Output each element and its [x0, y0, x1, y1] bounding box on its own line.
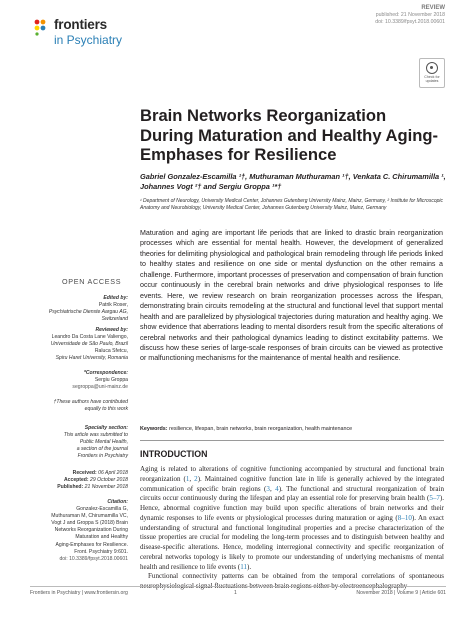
correspondence	[18, 370, 128, 391]
keywords-label: Keywords:	[140, 426, 168, 432]
author-list: Gabriel Gonzalez-Escamilla ¹†, Muthuraman Muthuraman ¹†, Venkata C. Chirumamilla ¹, Johannes Vogt ²† and Sergiu Groppa ¹*†	[140, 172, 446, 192]
text-run: ,	[269, 484, 276, 493]
article-type: REVIEW	[421, 5, 445, 11]
correspondence-email-link[interactable]: segroppa@uni-mainz.de	[72, 384, 128, 391]
footer-divider	[30, 586, 446, 587]
citation-link[interactable]: 1	[185, 474, 190, 483]
article-title: Brain Networks Reorganization During Maturation and Healthy Aging-Emphases for Resilience	[140, 106, 439, 164]
accepted-label: Accepted:	[63, 477, 89, 484]
publisher-name: frontiers	[54, 17, 107, 32]
text-run: health and resilience to life events (	[140, 562, 241, 571]
published-date-side: 21 November 2018	[84, 484, 128, 491]
correspondence-label: *Correspondence:	[83, 370, 128, 376]
equal-note-line: †These authors have contributed	[53, 399, 128, 405]
specialty-section	[18, 425, 128, 460]
citation-line: Gonzalez-Escamilla G,	[76, 506, 128, 513]
citation-link[interactable]: 4	[275, 484, 279, 493]
text-run: ). Hence, abnormal cognitive function may build upon	[140, 494, 444, 512]
equal-contribution-note	[18, 399, 128, 413]
text-run: ). An exact understanding of structural and functional	[140, 513, 444, 532]
reviewer-affiliation: Universidade de São Paulo, Brazil	[50, 341, 128, 348]
text-run: the integrated communication of specific brain regions (	[140, 474, 444, 493]
citation-link[interactable]: 2	[194, 474, 198, 483]
citation-line: Muthuraman M, Chirumamilla VC,	[51, 513, 128, 520]
keywords	[140, 426, 445, 433]
reviewer-affiliation: Spiru Haret University, Romania	[55, 355, 128, 362]
reviewed-by	[18, 327, 128, 362]
citation-label: Citation:	[107, 499, 128, 505]
citation-line: Front. Psychiatry 9:601.	[74, 548, 128, 555]
intro-paragraph-1	[140, 465, 444, 592]
article-dates	[18, 470, 128, 491]
text-run: modeling the long-term processes and to distinguish between healthy and disease-specific	[140, 533, 445, 551]
page-number: 1	[234, 590, 237, 596]
text-run: alterations. Hence, modeling interregional connectivity and specific reorganization of cerebral	[140, 543, 444, 561]
text-run: longitudinal properties and a precise characterization of the tissue properties are crucial for	[140, 523, 444, 542]
abstract: Maturation and aging are important life periods that are linked to drastic brain reorganization processes which are essential for mental health. However, the development of generalized theories for delimiting physiological and pathological brain remodeling through life periods linked to healthy states and resilience on one side or mental dysfunction on the other remains a challenge. Furthermore, important processes of preservation and compensation of brain function occur continuously in the cerebral brain networks and drive physiological responses to life events. Here, we review research on brain reorganization processes across the lifespan, demonstrating brain circuits remodeling at the structural and functional level that support mental health and are parallelized by physiological trajectories during maturation and healthy aging. We show evidence that aberrations leading to mental disorders result from the specific alterations of cerebral networks and their pathological dynamics leading to distinct excitability patterns. We discuss how these series of large-scale responses of brain circuits can be viewed as protective or malfunctioning mechanisms for the maintenance of mental health and resilience.	[140, 229, 443, 363]
specialty-line: a section of the journal	[76, 446, 128, 453]
citation-link[interactable]: 11	[240, 562, 247, 571]
specialty-line: Frontiers in Psychiatry	[77, 453, 128, 460]
text-run: ).	[246, 562, 252, 571]
doi-link[interactable]: doi: 10.3389/fpsyt.2018.00601	[375, 19, 445, 26]
footer-journal-link[interactable]: Frontiers in Psychiatry | www.frontiersin.org	[30, 590, 128, 596]
text-run: specific alterations of brain networks and their dynamic responses to life events or physiological	[140, 504, 444, 522]
frontiers-logo-icon	[32, 18, 50, 36]
check-updates-label: Check for updates	[424, 75, 440, 83]
frontiers-logo[interactable]	[32, 16, 152, 52]
reviewer-name: Raluca Sfetcu,	[94, 348, 128, 355]
citation-link[interactable]: 5–7	[429, 494, 440, 503]
editor-affiliation: Psychiatrische Dienste Aargau AG,	[48, 309, 128, 316]
editor-country: Switzerland	[101, 316, 128, 323]
specialty-label: Specialty section:	[84, 425, 128, 431]
text-run: processes during maturation or aging (	[285, 513, 398, 522]
citation-line: Maturation and Healthy	[75, 534, 128, 541]
article-meta	[375, 5, 445, 27]
citation-doi-link[interactable]: doi: 10.3389/fpsyt.2018.00601	[59, 555, 128, 562]
footer-issue: November 2018 | Volume 9 | Article 601	[356, 590, 446, 596]
text-run: ). The functional and structural	[278, 484, 373, 493]
text-run: Aging is related to alterations of cognitive functioning accompanied by structural and functional	[140, 465, 427, 473]
divider	[140, 440, 444, 441]
text-run: ,	[189, 474, 195, 483]
section-heading: INTRODUCTION	[140, 449, 208, 459]
update-icon	[426, 62, 438, 74]
affiliations: ¹ Department of Neurology, University Medical Center, Johannes Gutenberg University Mainz, Mainz, Germany, ² Institute for Microscopic Anatomy and Neurobiology, University Medical Center, Johannes Gutenberg University Mainz, Mainz, Germany	[140, 198, 443, 211]
journal-name: in Psychiatry	[54, 33, 123, 47]
edited-by	[18, 295, 128, 323]
equal-note-line: equally to this work	[84, 406, 128, 413]
check-for-updates-button[interactable]	[419, 58, 445, 88]
citation-line: Networks Reorganization During	[54, 527, 128, 534]
edited-by-label: Edited by:	[103, 295, 128, 301]
text-run: role for preserving brain health (	[336, 494, 430, 503]
text-run: brain reorganization (	[140, 465, 444, 483]
editor-name: Patrik Roser,	[98, 302, 128, 309]
published-label: Published:	[57, 484, 84, 491]
received-label: Received:	[72, 470, 97, 476]
citation-link[interactable]: 8–10	[397, 513, 412, 522]
correspondence-name: Sergiu Groppa	[94, 377, 128, 384]
reviewed-by-label: Reviewed by:	[95, 327, 128, 333]
citation-line: Aging-Emphases for Resilience.	[55, 541, 128, 548]
accepted-date: 29 October 2018	[90, 477, 128, 484]
reviewer-name: Leandro Da Costa Lane Valiengo,	[51, 334, 128, 341]
specialty-line: Public Mental Health,	[79, 439, 128, 446]
citation	[18, 499, 128, 563]
specialty-line: This article was submitted to	[63, 432, 128, 439]
text-run: networks topology is likely to promote our understanding of underlying mechanisms of mental	[165, 552, 444, 561]
open-access-label: OPEN ACCESS	[62, 277, 122, 286]
text-run: ). Maintained cognitive function late in life is generally achieved by	[197, 474, 402, 483]
citation-link[interactable]: 3	[266, 484, 270, 493]
published-date: published: 21 November 2018	[375, 12, 445, 19]
citation-line: Vogt J and Groppa S (2018) Brain	[51, 520, 128, 527]
received-date: 06 April 2018	[98, 470, 128, 476]
intro-paragraph-2: Functional connectivity patterns can be obtained from the temporal correlations of spontaneous neurophysiological signal fluctuations between brain regions either by electroencephalography	[140, 572, 444, 590]
text-run: reorganization of brain circuits occur continuously during the lifespan and play an essential	[140, 484, 445, 503]
keywords-text: resilience, lifespan, brain networks, brain reorganization, health maintenance	[169, 426, 353, 432]
